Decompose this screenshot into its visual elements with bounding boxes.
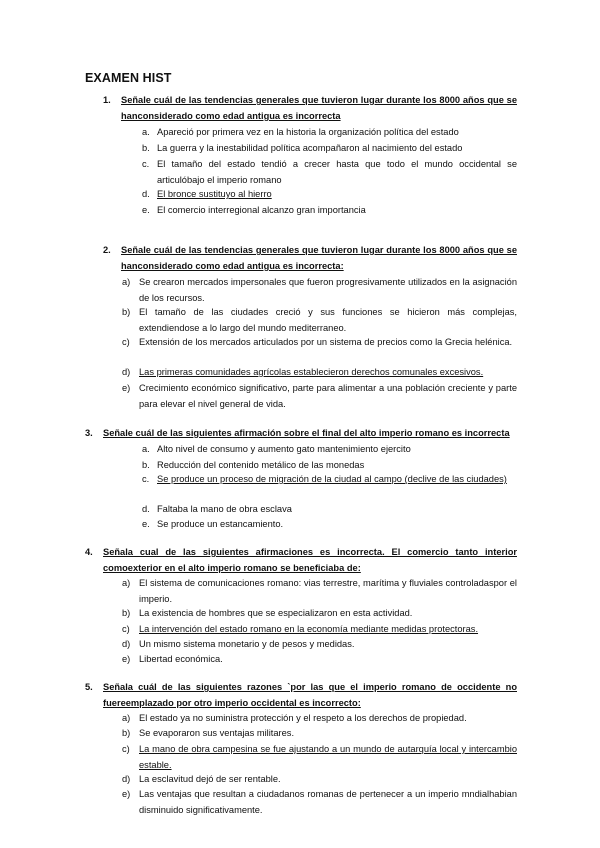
question-2 [103,242,517,274]
q1-option-c-text: El tamaño del estado tendió a crecer hasta que todo el mundo occidental se articulóbajo el imperio romano [157,159,517,185]
q3-option-c [142,471,523,487]
q5-option-b-marker: b) [122,728,131,738]
question-2-text: Señale cuál de las tendencias generales que tuvieron lugar durante los 8000 años que se hanconsiderado como edad antigua es incorrecta: [121,245,517,271]
q1-option-b-marker: b. [142,143,150,153]
question-3-number: 3. [85,428,93,438]
q2-option-d-marker: d) [122,367,131,377]
q5-option-a-marker: a) [122,713,131,723]
question-3 [85,425,523,441]
q5-option-c-marker: c) [122,744,130,754]
q3-option-b-marker: b. [142,460,150,470]
q5-option-a-text: El estado ya no suministra protección y el respeto a los derechos de propiedad. [139,713,467,723]
q1-option-e-marker: e. [142,205,150,215]
q3-option-d [142,501,523,517]
q1-option-e-text: El comercio interregional alcanzo gran importancia [157,205,366,215]
q2-option-d-text: Las primeras comunidades agrícolas establecieron derechos comunales excesivos. [139,367,484,377]
q4-option-a-marker: a) [122,578,131,588]
q4-option-d [122,636,517,652]
q2-option-e-marker: e) [122,383,131,393]
question-4 [85,544,517,576]
q2-option-a [122,274,517,306]
question-4-text: Señala cual de las siguientes afirmaciones es incorrecta. El comercio tanto interior comoexterior en el alto imperio romano se beneficiaba de: [103,547,517,573]
q5-option-b [122,725,517,741]
question-5-number: 5. [85,682,93,692]
q3-option-a-text: Alto nivel de consumo y aumento gato mantenimiento ejercito [157,444,411,454]
question-1 [103,92,517,124]
q5-option-a [122,710,517,726]
q1-option-d-marker: d. [142,189,150,199]
question-1-number: 1. [103,95,111,105]
q4-option-e [122,651,517,667]
q3-option-d-text: Faltaba la mano de obra esclava [157,504,292,514]
question-4-number: 4. [85,547,93,557]
q2-option-c-text: Extensión de los mercados articulados por un sistema de precios como la Grecia helénica. [139,337,513,347]
q5-option-e-marker: e) [122,789,131,799]
q5-option-d [122,771,517,787]
q2-option-b [122,304,517,336]
document-title: EXAMEN HIST [85,71,172,85]
q2-option-a-text: Se crearon mercados impersonales que fueron progresivamente utilizados en la asignación de los recursos. [139,277,517,303]
q4-option-d-marker: d) [122,639,131,649]
q1-option-c-marker: c. [142,159,150,169]
q3-option-a [142,441,523,457]
q3-option-e-text: Se produce un estancamiento. [157,519,284,529]
q4-option-a-text: El sistema de comunicaciones romano: vias terrestre, marítima y fluviales controladaspor el imperio. [139,578,517,604]
q2-option-c [122,334,517,350]
question-2-number: 2. [103,245,111,255]
q2-option-e-text: Crecimiento económico significativo, parte para alimentar a una población creciente y parte para elevar el nivel general de vida. [139,383,517,409]
q3-option-c-marker: c. [142,474,150,484]
q3-option-a-marker: a. [142,444,150,454]
q4-option-b [122,605,517,621]
q3-option-b-text: Reducción del contenido metálico de las monedas [157,460,365,470]
q5-option-c-text: La mano de obra campesina se fue ajustando a un mundo de autarquía local y intercambio estable. [139,744,517,770]
q2-option-b-text: El tamaño de las ciudades creció y sus funciones se hicieron más complejas, extendiendose a lo largo del mundo mediterraneo. [139,307,517,333]
q4-option-e-marker: e) [122,654,131,664]
q3-option-d-marker: d. [142,504,150,514]
q4-option-c [122,621,517,637]
q2-option-d [122,364,517,380]
question-3-text: Señale cuál de las siguientes afirmación sobre el final del alto imperio romano es incorrecta [103,428,510,438]
q1-option-a [142,124,517,140]
q1-option-b-text: La guerra y la inestabilidad política acompañaron al nacimiento del estado [157,143,463,153]
q1-option-a-marker: a. [142,127,150,137]
q5-option-c [122,741,517,773]
question-1-text: Señale cuál de las tendencias generales que tuvieron lugar durante los 8000 años que se hanconsiderado como edad antigua es incorrecta [121,95,517,121]
q1-option-d [142,186,517,202]
q3-option-c-text: Se produce un proceso de migración de la ciudad al campo (declive de las ciudades) [157,474,507,484]
q1-option-a-text: Apareció por primera vez en la historia la organización política del estado [157,127,459,137]
q1-option-e [142,202,517,218]
q4-option-c-text: La intervención del estado romano en la economía mediante medidas protectoras. [139,624,479,634]
q4-option-a [122,575,517,607]
q1-option-c [142,156,517,188]
q4-option-e-text: Libertad económica. [139,654,223,664]
q5-option-b-text: Se evaporaron sus ventajas militares. [139,728,295,738]
q3-option-e [142,516,523,532]
q4-option-c-marker: c) [122,624,130,634]
q2-option-e [122,380,517,412]
question-5-text: Señala cuál de las siguientes razones `por las que el imperio romano de occidente no fuereemplazado por otro imperio occidental es incorrecto: [103,682,517,708]
q4-option-b-text: La existencia de hombres que se especializaron en esta actividad. [139,608,413,618]
q5-option-d-text: La esclavitud dejó de ser rentable. [139,774,281,784]
q4-option-b-marker: b) [122,608,131,618]
q1-option-b [142,140,517,156]
q2-option-c-marker: c) [122,337,130,347]
q5-option-e-text: Las ventajas que resultan a ciudadanos romanas de pertenecer a un imperio mndialhabian disminuido significativamente. [139,789,517,815]
q3-option-e-marker: e. [142,519,150,529]
q5-option-d-marker: d) [122,774,131,784]
q1-option-d-text: El bronce sustituyo al hierro [157,189,272,199]
question-5 [85,679,517,711]
q2-option-b-marker: b) [122,307,131,317]
q5-option-e [122,786,517,818]
q2-option-a-marker: a) [122,277,131,287]
q4-option-d-text: Un mismo sistema monetario y de pesos y medidas. [139,639,355,649]
